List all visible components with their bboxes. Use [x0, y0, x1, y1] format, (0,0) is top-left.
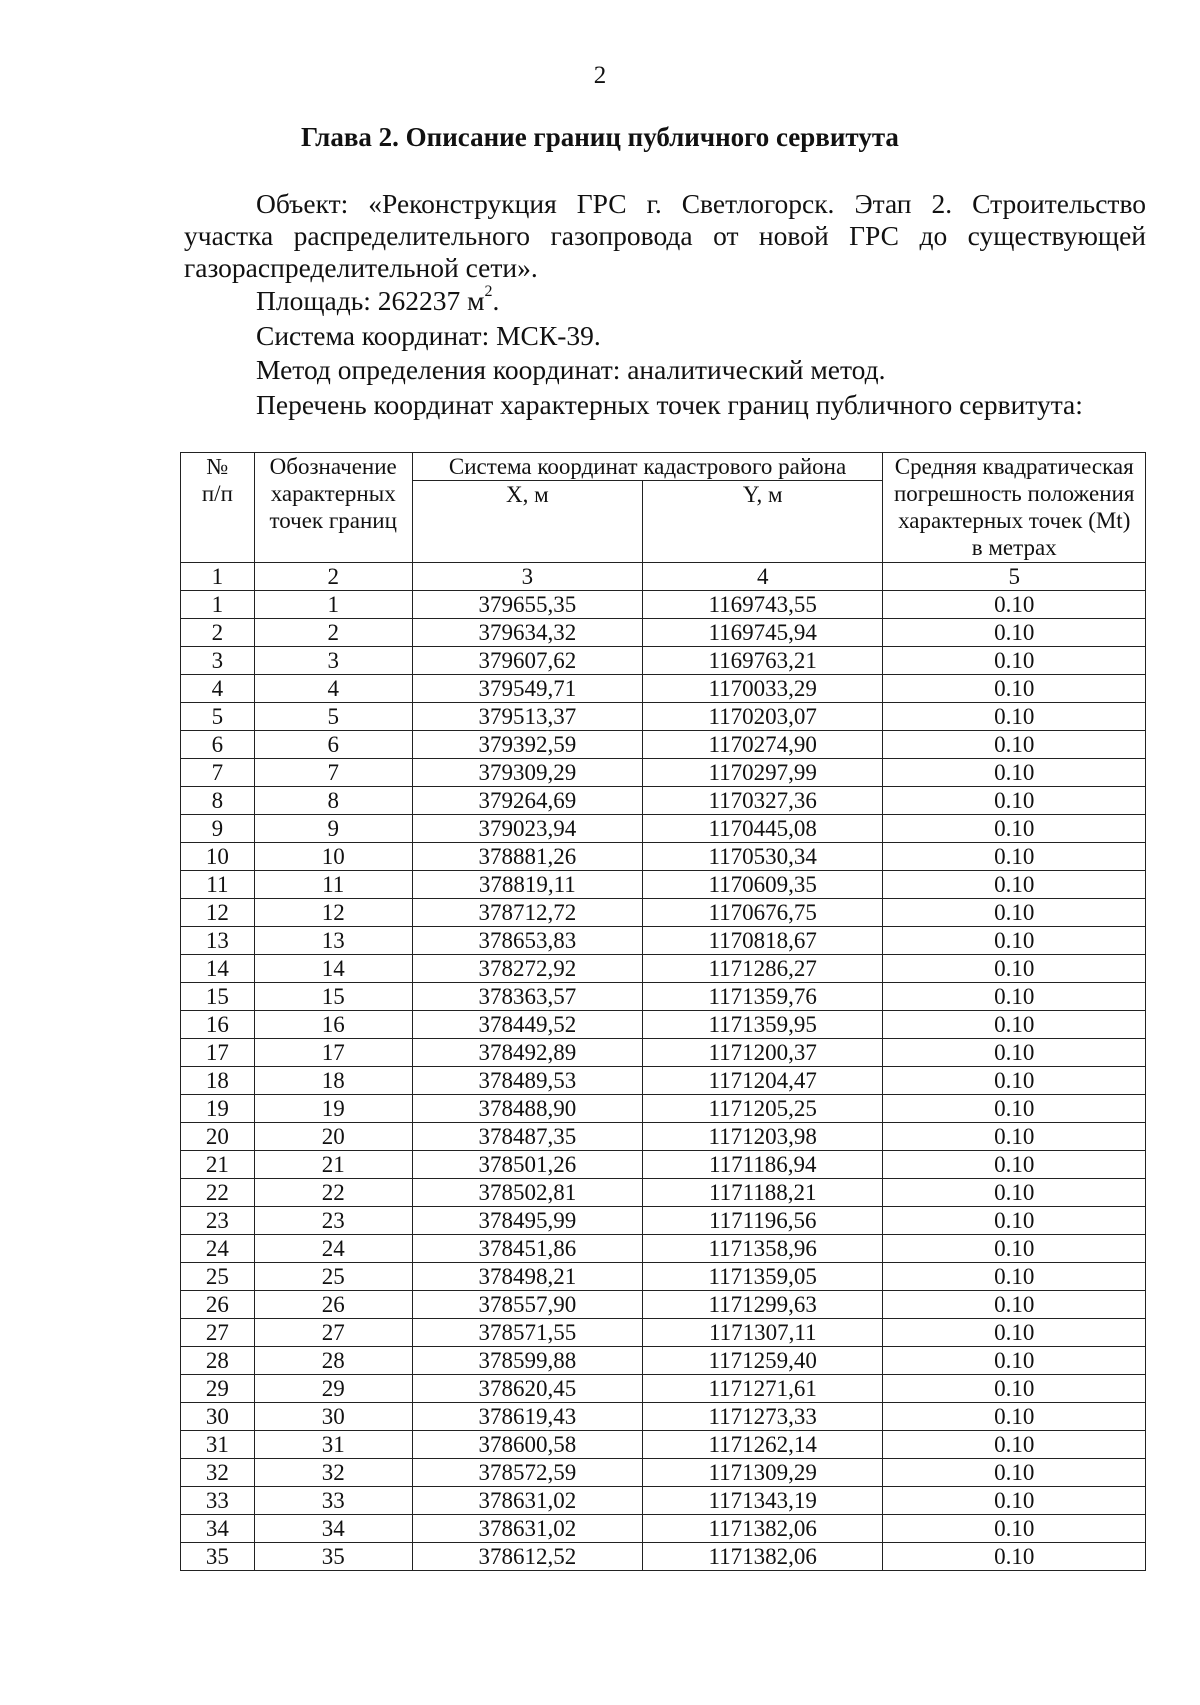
table-row: [181, 1235, 1146, 1263]
point-id: 17: [254, 1039, 412, 1067]
row-number: 33: [181, 1487, 255, 1515]
x-coordinate: 378557,90: [412, 1291, 642, 1319]
mean-error: 0.10: [883, 787, 1146, 815]
y-coordinate: 1171286,27: [643, 955, 883, 983]
mean-error: 0.10: [883, 815, 1146, 843]
x-coordinate: 378451,86: [412, 1235, 642, 1263]
mean-error: 0.10: [883, 647, 1146, 675]
table-row: [181, 871, 1146, 899]
point-id: 19: [254, 1095, 412, 1123]
table-row: [181, 1123, 1146, 1151]
x-coordinate: 378449,52: [412, 1011, 642, 1039]
row-number: 27: [181, 1319, 255, 1347]
point-id: 3: [254, 647, 412, 675]
table-row: [181, 787, 1146, 815]
column-number: 1: [181, 563, 255, 591]
x-coordinate: 378631,02: [412, 1487, 642, 1515]
row-number: 21: [181, 1151, 255, 1179]
row-number: 6: [181, 731, 255, 759]
object-description: [184, 188, 1146, 284]
row-number: 5: [181, 703, 255, 731]
mean-error: 0.10: [883, 843, 1146, 871]
y-coordinate: 1171204,47: [643, 1067, 883, 1095]
mean-error: 0.10: [883, 1151, 1146, 1179]
table-row: [181, 759, 1146, 787]
point-id: 6: [254, 731, 412, 759]
x-coordinate: 378653,83: [412, 927, 642, 955]
column-number: 5: [883, 563, 1146, 591]
y-coordinate: 1170676,75: [643, 899, 883, 927]
row-number: 22: [181, 1179, 255, 1207]
y-coordinate: 1171259,40: [643, 1347, 883, 1375]
table-row: [181, 1487, 1146, 1515]
y-coordinate: 1171359,05: [643, 1263, 883, 1291]
x-coordinate: 378599,88: [412, 1347, 642, 1375]
y-coordinate: 1170203,07: [643, 703, 883, 731]
object-text: Объект: «Реконструкция ГРС г. Светлогорск. Этап 2. Строительство участка распределительного газопровода от новой ГРС до существующей газораспределительной сети».: [184, 188, 1146, 283]
x-coordinate: 378819,11: [412, 871, 642, 899]
table-row: [181, 1459, 1146, 1487]
y-coordinate: 1171358,96: [643, 1235, 883, 1263]
row-number: 35: [181, 1543, 255, 1571]
mean-error: 0.10: [883, 1347, 1146, 1375]
y-coordinate: 1171299,63: [643, 1291, 883, 1319]
table-row: [181, 815, 1146, 843]
table-body: [181, 591, 1146, 1571]
mean-error: 0.10: [883, 591, 1146, 619]
y-coordinate: 1170297,99: [643, 759, 883, 787]
point-id: 16: [254, 1011, 412, 1039]
x-coordinate: 378631,02: [412, 1515, 642, 1543]
mean-error: 0.10: [883, 899, 1146, 927]
point-id: 15: [254, 983, 412, 1011]
x-coordinate: 379607,62: [412, 647, 642, 675]
point-id: 34: [254, 1515, 412, 1543]
mean-error: 0.10: [883, 871, 1146, 899]
y-coordinate: 1171359,95: [643, 1011, 883, 1039]
point-id: 28: [254, 1347, 412, 1375]
point-id: 11: [254, 871, 412, 899]
x-coordinate: 378619,43: [412, 1403, 642, 1431]
point-id: 27: [254, 1319, 412, 1347]
y-coordinate: 1169743,55: [643, 591, 883, 619]
point-id: 23: [254, 1207, 412, 1235]
point-id: 32: [254, 1459, 412, 1487]
page-number: 2: [593, 62, 607, 89]
x-coordinate: 378487,35: [412, 1123, 642, 1151]
column-number-row: [181, 563, 1146, 591]
row-number: 1: [181, 591, 255, 619]
table-row: [181, 1207, 1146, 1235]
header-number: № п/п: [181, 453, 255, 563]
point-id: 31: [254, 1431, 412, 1459]
mean-error: 0.10: [883, 703, 1146, 731]
mean-error: 0.10: [883, 1431, 1146, 1459]
mean-error: 0.10: [883, 1039, 1146, 1067]
point-id: 2: [254, 619, 412, 647]
x-coordinate: 378712,72: [412, 899, 642, 927]
table-row: [181, 591, 1146, 619]
table-row: [181, 1431, 1146, 1459]
table-row: [181, 1039, 1146, 1067]
table-row: [181, 1403, 1146, 1431]
mean-error: 0.10: [883, 927, 1146, 955]
row-number: 8: [181, 787, 255, 815]
point-id: 22: [254, 1179, 412, 1207]
x-coordinate: 379264,69: [412, 787, 642, 815]
row-number: 24: [181, 1235, 255, 1263]
table-row: [181, 1347, 1146, 1375]
table-row: [181, 955, 1146, 983]
table-row: [181, 1011, 1146, 1039]
row-number: 2: [181, 619, 255, 647]
point-id: 5: [254, 703, 412, 731]
x-coordinate: 379513,37: [412, 703, 642, 731]
point-id: 13: [254, 927, 412, 955]
mean-error: 0.10: [883, 731, 1146, 759]
y-coordinate: 1171309,29: [643, 1459, 883, 1487]
mean-error: 0.10: [883, 1487, 1146, 1515]
point-id: 26: [254, 1291, 412, 1319]
x-coordinate: 378881,26: [412, 843, 642, 871]
column-number: 2: [254, 563, 412, 591]
y-coordinate: 1169745,94: [643, 619, 883, 647]
column-number: 3: [412, 563, 642, 591]
point-id: 14: [254, 955, 412, 983]
table-row: [181, 1319, 1146, 1347]
mean-error: 0.10: [883, 1403, 1146, 1431]
row-number: 12: [181, 899, 255, 927]
point-id: 30: [254, 1403, 412, 1431]
x-coordinate: 378620,45: [412, 1375, 642, 1403]
x-coordinate: 378488,90: [412, 1095, 642, 1123]
y-coordinate: 1170274,90: [643, 731, 883, 759]
y-coordinate: 1170818,67: [643, 927, 883, 955]
area-line: [256, 285, 499, 317]
mean-error: 0.10: [883, 1207, 1146, 1235]
y-coordinate: 1171273,33: [643, 1403, 883, 1431]
y-coordinate: 1171200,37: [643, 1039, 883, 1067]
y-coordinate: 1171196,56: [643, 1207, 883, 1235]
point-id: 10: [254, 843, 412, 871]
table-row: [181, 1263, 1146, 1291]
y-coordinate: 1171343,19: [643, 1487, 883, 1515]
mean-error: 0.10: [883, 1319, 1146, 1347]
row-number: 34: [181, 1515, 255, 1543]
column-number: 4: [643, 563, 883, 591]
table-row: [181, 675, 1146, 703]
x-coordinate: 378571,55: [412, 1319, 642, 1347]
x-coordinate: 378495,99: [412, 1207, 642, 1235]
area-end: .: [492, 285, 500, 316]
row-number: 23: [181, 1207, 255, 1235]
mean-error: 0.10: [883, 1011, 1146, 1039]
coordinate-method: Метод определения координат: аналитический метод.: [256, 354, 886, 385]
mean-error: 0.10: [883, 955, 1146, 983]
table-row: [181, 1151, 1146, 1179]
point-id: 24: [254, 1235, 412, 1263]
table-row: [181, 983, 1146, 1011]
mean-error: 0.10: [883, 1459, 1146, 1487]
mean-error: 0.10: [883, 1179, 1146, 1207]
y-coordinate: 1171382,06: [643, 1515, 883, 1543]
row-number: 10: [181, 843, 255, 871]
y-coordinate: 1170327,36: [643, 787, 883, 815]
table-row: [181, 899, 1146, 927]
y-coordinate: 1171188,21: [643, 1179, 883, 1207]
y-coordinate: 1171382,06: [643, 1543, 883, 1571]
coordinate-system: Система координат: МСК-39.: [256, 320, 601, 351]
y-coordinate: 1170445,08: [643, 815, 883, 843]
x-coordinate: 378272,92: [412, 955, 642, 983]
point-id: 7: [254, 759, 412, 787]
mean-error: 0.10: [883, 619, 1146, 647]
table-row: [181, 1095, 1146, 1123]
row-number: 14: [181, 955, 255, 983]
row-number: 13: [181, 927, 255, 955]
header-x: X, м: [412, 481, 642, 563]
mean-error: 0.10: [883, 675, 1146, 703]
x-coordinate: 379655,35: [412, 591, 642, 619]
area-label: Площадь: 262237 м: [256, 285, 485, 316]
row-number: 7: [181, 759, 255, 787]
table-row: [181, 1375, 1146, 1403]
point-id: 12: [254, 899, 412, 927]
x-coordinate: 379392,59: [412, 731, 642, 759]
row-number: 29: [181, 1375, 255, 1403]
point-id: 18: [254, 1067, 412, 1095]
y-coordinate: 1170033,29: [643, 675, 883, 703]
y-coordinate: 1171307,11: [643, 1319, 883, 1347]
x-coordinate: 378501,26: [412, 1151, 642, 1179]
x-coordinate: 378489,53: [412, 1067, 642, 1095]
x-coordinate: 378492,89: [412, 1039, 642, 1067]
x-coordinate: 379634,32: [412, 619, 642, 647]
y-coordinate: 1171205,25: [643, 1095, 883, 1123]
x-coordinate: 379309,29: [412, 759, 642, 787]
table-row: [181, 1515, 1146, 1543]
x-coordinate: 378600,58: [412, 1431, 642, 1459]
row-number: 28: [181, 1347, 255, 1375]
row-number: 25: [181, 1263, 255, 1291]
coordinates-table: [180, 452, 1146, 1571]
mean-error: 0.10: [883, 759, 1146, 787]
header-point: Обозначение характерных точек границ: [254, 453, 412, 563]
x-coordinate: 378572,59: [412, 1459, 642, 1487]
mean-error: 0.10: [883, 1291, 1146, 1319]
y-coordinate: 1171359,76: [643, 983, 883, 1011]
mean-error: 0.10: [883, 1263, 1146, 1291]
mean-error: 0.10: [883, 1095, 1146, 1123]
x-coordinate: 378363,57: [412, 983, 642, 1011]
point-id: 21: [254, 1151, 412, 1179]
mean-error: 0.10: [883, 983, 1146, 1011]
row-number: 9: [181, 815, 255, 843]
point-id: 8: [254, 787, 412, 815]
row-number: 3: [181, 647, 255, 675]
header-y: Y, м: [643, 481, 883, 563]
mean-error: 0.10: [883, 1375, 1146, 1403]
x-coordinate: 379549,71: [412, 675, 642, 703]
table-row: [181, 843, 1146, 871]
mean-error: 0.10: [883, 1235, 1146, 1263]
point-id: 33: [254, 1487, 412, 1515]
chapter-title: Глава 2. Описание границ публичного сервитута: [301, 122, 899, 152]
point-id: 1: [254, 591, 412, 619]
row-number: 4: [181, 675, 255, 703]
table-row: [181, 703, 1146, 731]
row-number: 17: [181, 1039, 255, 1067]
row-number: 32: [181, 1459, 255, 1487]
mean-error: 0.10: [883, 1543, 1146, 1571]
x-coordinate: 378612,52: [412, 1543, 642, 1571]
y-coordinate: 1170609,35: [643, 871, 883, 899]
table-row: [181, 731, 1146, 759]
table-row: [181, 619, 1146, 647]
row-number: 19: [181, 1095, 255, 1123]
mean-error: 0.10: [883, 1515, 1146, 1543]
point-id: 29: [254, 1375, 412, 1403]
point-id: 20: [254, 1123, 412, 1151]
point-id: 35: [254, 1543, 412, 1571]
row-number: 20: [181, 1123, 255, 1151]
y-coordinate: 1171203,98: [643, 1123, 883, 1151]
row-number: 11: [181, 871, 255, 899]
table-row: [181, 647, 1146, 675]
row-number: 18: [181, 1067, 255, 1095]
table-row: [181, 927, 1146, 955]
y-coordinate: 1171271,61: [643, 1375, 883, 1403]
table-row: [181, 1543, 1146, 1571]
row-number: 15: [181, 983, 255, 1011]
mean-error: 0.10: [883, 1123, 1146, 1151]
list-intro: Перечень координат характерных точек границ публичного сервитута:: [256, 389, 1083, 420]
x-coordinate: 378498,21: [412, 1263, 642, 1291]
header-coordinate-system: Система координат кадастрового района: [412, 453, 883, 481]
row-number: 16: [181, 1011, 255, 1039]
mean-error: 0.10: [883, 1067, 1146, 1095]
y-coordinate: 1171186,94: [643, 1151, 883, 1179]
y-coordinate: 1170530,34: [643, 843, 883, 871]
x-coordinate: 379023,94: [412, 815, 642, 843]
point-id: 4: [254, 675, 412, 703]
header-error: Средняя квадратическая погрешность положения характерных точек (Mt) в метрах: [883, 453, 1146, 563]
y-coordinate: 1171262,14: [643, 1431, 883, 1459]
table-row: [181, 1179, 1146, 1207]
row-number: 30: [181, 1403, 255, 1431]
row-number: 26: [181, 1291, 255, 1319]
point-id: 9: [254, 815, 412, 843]
area-superscript: 2: [484, 283, 493, 300]
point-id: 25: [254, 1263, 412, 1291]
table-row: [181, 1067, 1146, 1095]
row-number: 31: [181, 1431, 255, 1459]
x-coordinate: 378502,81: [412, 1179, 642, 1207]
y-coordinate: 1169763,21: [643, 647, 883, 675]
table-row: [181, 1291, 1146, 1319]
